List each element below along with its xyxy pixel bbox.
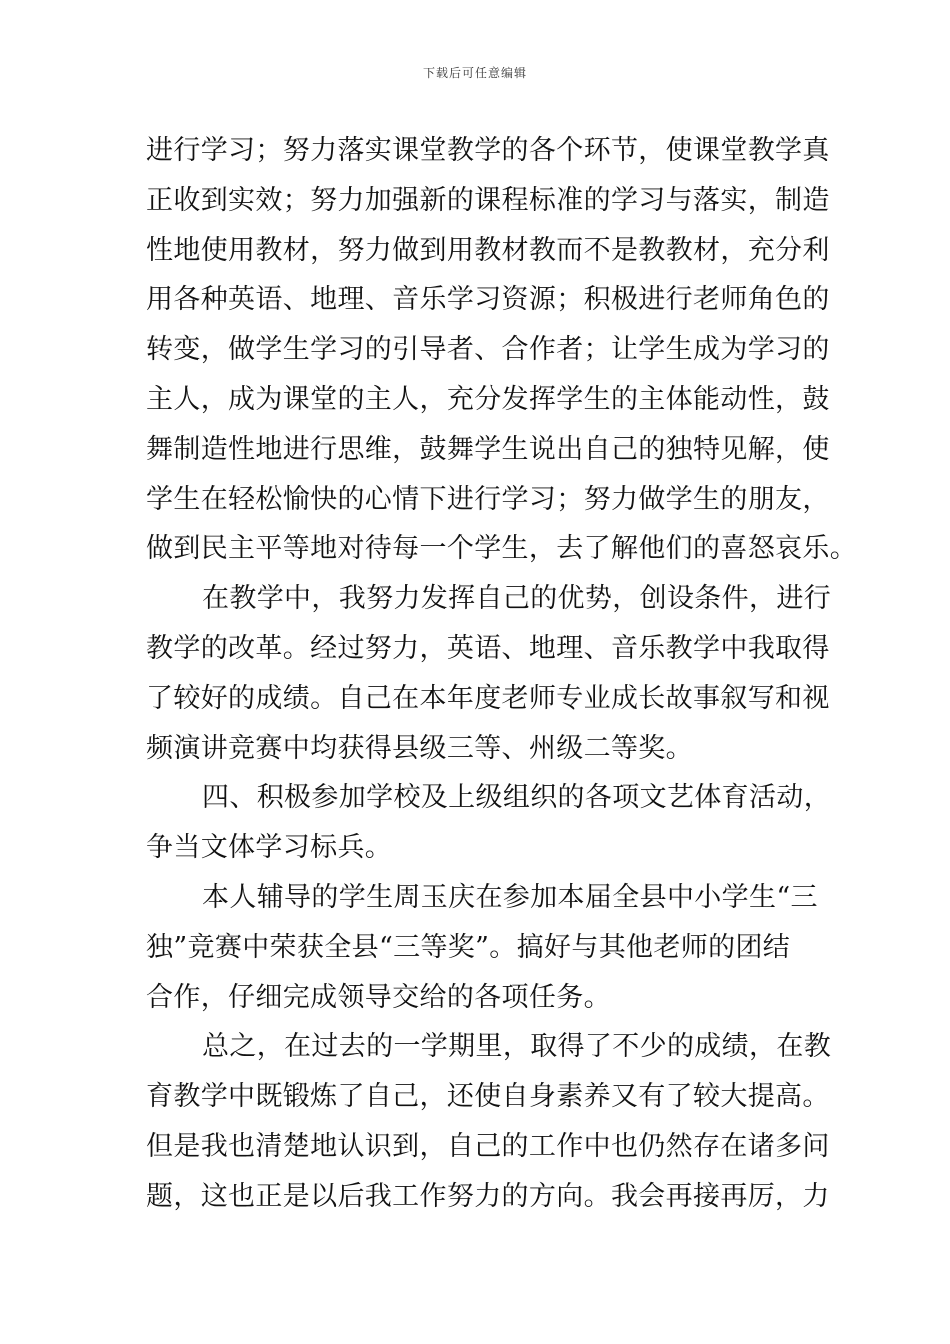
text-line: 舞制造性地进行思维，鼓舞学生说出自己的独特见解，使: [146, 433, 830, 465]
text-line: 做到民主平等地对待每一个学生，去了解他们的喜怒哀乐。: [146, 533, 858, 565]
text-line: 争当文体学习标兵。: [146, 832, 393, 864]
text-line: 题，这也正是以后我工作努力的方向。我会再接再厉，力: [146, 1180, 830, 1212]
text-line: 转变，做学生学习的引导者、合作者；让学生成为学习的: [146, 334, 830, 366]
text-line: 合作，仔细完成领导交给的各项任务。: [146, 981, 611, 1013]
text-line: 频演讲竞赛中均获得县级三等、州级二等奖。: [146, 732, 693, 764]
text-line: 进行学习；努力落实课堂教学的各个环节，使课堂教学真: [146, 135, 830, 166]
text-line: 教学的改革。经过努力，英语、地理、音乐教学中我取得: [146, 632, 830, 664]
paragraph-start-line: 本人辅导的学生周玉庆在参加本届全县中小学生“三: [202, 881, 818, 913]
paragraph-start-line: 在教学中，我努力发挥自己的优势，创设条件，进行: [202, 583, 832, 615]
text-line: 育教学中既锻炼了自己，还使自身素养又有了较大提高。: [146, 1081, 830, 1113]
text-line: 主人，成为课堂的主人，充分发挥学生的主体能动性，鼓: [146, 383, 830, 415]
text-line: 独”竞赛中荣获全县“三等奖”。搞好与其他老师的团结: [146, 931, 791, 963]
text-line: 但是我也清楚地认识到，自己的工作中也仍然存在诸多问: [146, 1130, 830, 1162]
text-line: 正收到实效；努力加强新的课程标准的学习与落实，制造: [146, 184, 830, 216]
text-line: 性地使用教材，努力做到用教材教而不是教教材，充分利: [146, 234, 830, 266]
paragraph-start-line: 总之，在过去的一学期里，取得了不少的成绩，在教: [202, 1031, 832, 1063]
page-header: 下载后可任意编辑: [422, 66, 527, 80]
text-line: 了较好的成绩。自己在本年度老师专业成长故事叙写和视: [146, 682, 830, 714]
text-line: 学生在轻松愉快的心情下进行学习；努力做学生的朋友，: [146, 483, 830, 515]
section-heading-line: 四、积极参加学校及上级组织的各项文艺体育活动，: [202, 782, 832, 814]
document-body: [146, 126, 858, 1222]
text-line: 用各种英语、地理、音乐学习资源；积极进行老师角色的: [146, 284, 830, 316]
